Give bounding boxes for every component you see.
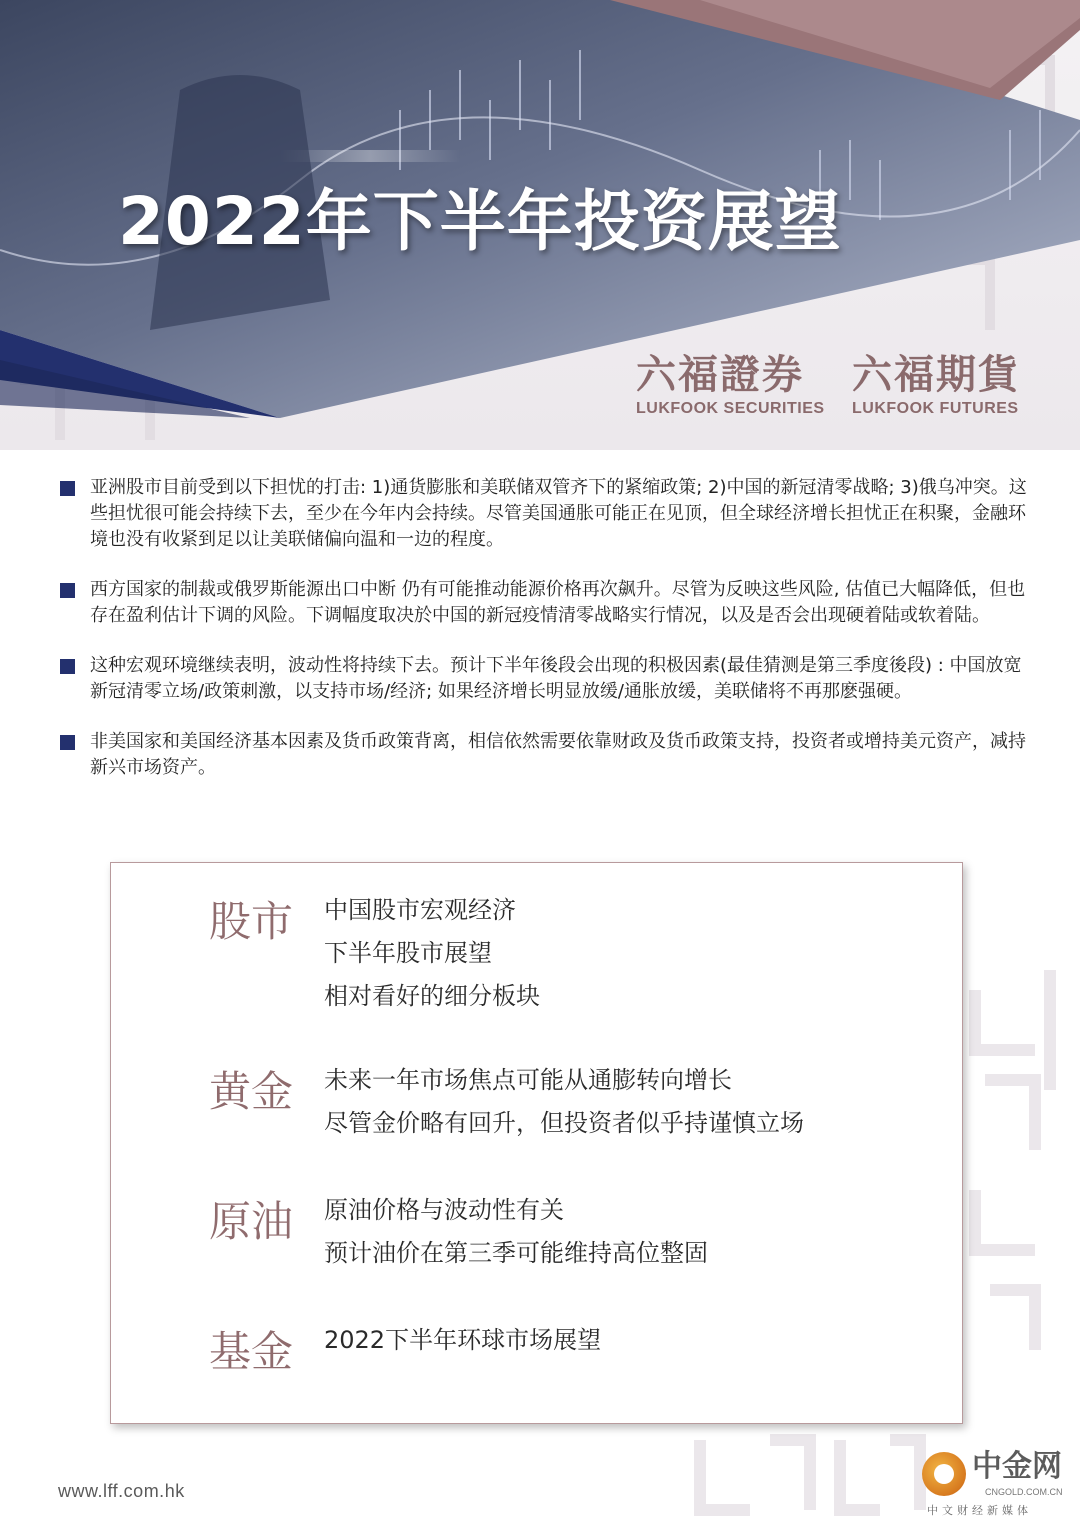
outlook-item: 下半年股市展望	[324, 939, 492, 967]
outlook-item: 未来一年市场焦点可能从通膨转向增长	[324, 1066, 732, 1094]
summary-bullets	[58, 475, 1033, 805]
bullet-text: 这种宏观环境继续表明，波动性将持续下去。预计下半年後段会出现的积极因素(最佳猜测是第三季度後段) : 中国放宽新冠清零立场/政策刺激，以支持市场/经济; 如果经济增长明显放缓/通胀放缓，美联储将不再那麽强硬。	[90, 655, 1022, 702]
bullet-item	[58, 475, 1033, 553]
watermark-domain: CNGOLD.COM.CN	[985, 1487, 1063, 1497]
brand-en-name: LUKFOOK SECURITIES	[636, 400, 825, 417]
outlook-box	[110, 862, 963, 1424]
section-items	[324, 1189, 708, 1275]
bullet-square-icon	[60, 481, 75, 496]
website-link[interactable]: www.lff.com.hk	[58, 1481, 185, 1501]
bullet-text: 亚洲股市目前受到以下担忧的打击: 1)通货膨胀和美联储双管齐下的紧缩政策; 2)中国的新冠清零战略; 3)俄乌冲突。这些担忧很可能会持续下去，至少在今年内会持续。尽管美国通胀可能正在见顶，但全球经济增长担忧正在积聚，金融环境也没有收紧到足以让美联储偏向温和一边的程度。	[90, 477, 1027, 550]
cngold-logo-icon	[922, 1452, 966, 1496]
outlook-item: 相对看好的细分板块	[324, 982, 540, 1010]
bullet-item	[58, 729, 1033, 781]
header-banner	[0, 0, 1080, 450]
section-items	[324, 1059, 804, 1145]
outlook-item: 原油价格与波动性有关	[324, 1196, 564, 1224]
bullet-square-icon	[60, 583, 75, 598]
outlook-item: 中国股市宏观经济	[324, 896, 516, 924]
bullet-item	[58, 577, 1033, 629]
watermark-name: 中金网	[972, 1449, 1062, 1484]
bullet-text: 西方国家的制裁或俄罗斯能源出口中断 仍有可能推动能源价格再次飙升。尽管为反映这些风险, 估值已大幅降低，但也存在盈利估计下调的风险。下调幅度取决於中国的新冠疫情清零战略实行情况，以及是否会出现硬着陆或软着陆。	[90, 579, 1026, 626]
section-heading: 基金	[209, 1327, 294, 1376]
section-items	[324, 1319, 601, 1362]
section-heading: 原油	[209, 1197, 294, 1246]
outlook-item: 2022下半年环球市场展望	[324, 1326, 602, 1354]
section-heading: 黄金	[209, 1067, 294, 1116]
brand-lukfook-securities	[636, 352, 825, 418]
brand-cn-name: 六福證券	[636, 351, 804, 398]
bullet-text: 非美国家和美国经济基本因素及货币政策背离，相信依然需要依靠财政及货币政策支持，投资者或增持美元资产，减持新兴市场资产。	[90, 731, 1026, 778]
brand-en-name: LUKFOOK FUTURES	[852, 400, 1019, 417]
outlook-item: 尽管金价略有回升，但投资者似乎持谨慎立场	[324, 1109, 804, 1137]
section-heading: 股市	[209, 897, 294, 946]
bullet-square-icon	[60, 659, 75, 674]
brand-lukfook-futures	[852, 352, 1020, 418]
bullet-item	[58, 653, 1033, 705]
watermark-tagline: 中文财经新媒体	[927, 1504, 1032, 1517]
brand-cn-name: 六福期貨	[852, 351, 1020, 398]
outlook-item: 预计油价在第三季可能维持高位整固	[324, 1239, 708, 1267]
section-items	[324, 889, 540, 1018]
page-title: 2022年下半年投资展望	[118, 183, 842, 260]
bullet-square-icon	[60, 735, 75, 750]
